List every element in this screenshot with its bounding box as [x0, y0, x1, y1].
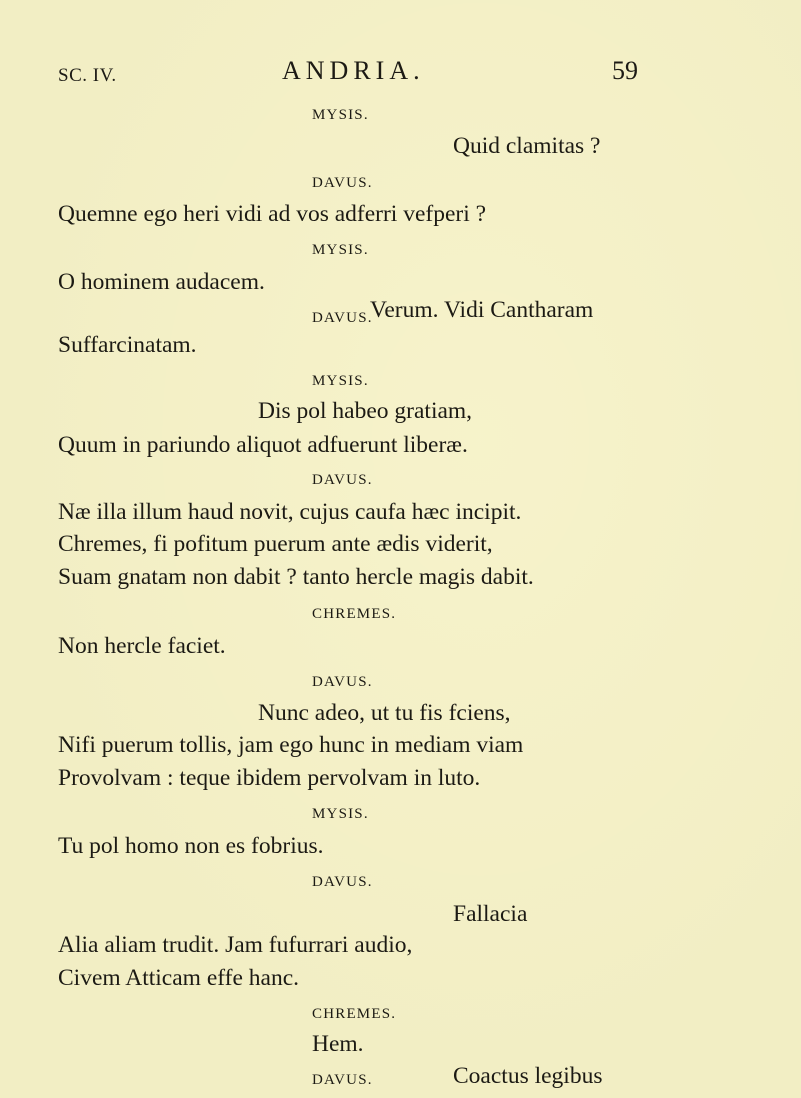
speaker-heading: DAVUS.	[312, 1072, 373, 1088]
speaker-heading: DAVUS.	[312, 310, 373, 326]
speaker-heading: MYSIS.	[312, 242, 369, 258]
verse-line: Nunc adeo, ut tu fis fciens,	[258, 700, 511, 726]
verse-line: Chremes, fi pofitum puerum ante ædis viderit,	[58, 531, 493, 557]
verse-line: Coactus legibus	[453, 1063, 603, 1089]
verse-line: Quid clamitas ?	[453, 133, 601, 159]
verse-line: Næ illa illum haud novit, cujus caufa hæc incipit.	[58, 499, 522, 525]
verse-line: Suam gnatam non dabit ? tanto hercle magis dabit.	[58, 564, 534, 590]
running-head-section: SC. IV.	[58, 65, 117, 86]
speaker-heading: MYSIS.	[312, 806, 369, 822]
speaker-heading: CHREMES.	[312, 606, 397, 622]
verse-line: Nifi puerum tollis, jam ego hunc in mediam viam	[58, 732, 524, 758]
running-head-title: ANDRIA.	[282, 56, 425, 85]
speaker-heading: MYSIS.	[312, 107, 369, 123]
verse-line: Fallacia	[453, 901, 528, 927]
verse-line: Hem.	[312, 1031, 364, 1057]
verse-line: Verum. Vidi Cantharam	[370, 297, 594, 323]
speaker-heading: DAVUS.	[312, 472, 373, 488]
verse-line: Suffarcinatam.	[58, 332, 197, 358]
page-number: 59	[612, 56, 638, 85]
verse-line: Quemne ego heri vidi ad vos adferri vefperi ?	[58, 201, 487, 227]
speaker-heading: DAVUS.	[312, 674, 373, 690]
speaker-heading: DAVUS.	[312, 175, 373, 191]
verse-line: Non hercle faciet.	[58, 633, 226, 659]
speaker-heading: CHREMES.	[312, 1006, 397, 1022]
verse-line: O hominem audacem.	[58, 269, 265, 295]
verse-line: Provolvam : teque ibidem pervolvam in luto.	[58, 765, 481, 791]
speaker-heading: MYSIS.	[312, 373, 369, 389]
verse-line: Tu pol homo non es fobrius.	[58, 833, 324, 859]
verse-line: Dis pol habeo gratiam,	[258, 398, 473, 424]
verse-line: Alia aliam trudit. Jam fufurrari audio,	[58, 932, 413, 958]
verse-line: Quum in pariundo aliquot adfuerunt liberæ.	[58, 432, 468, 458]
speaker-heading: DAVUS.	[312, 874, 373, 890]
verse-line: Civem Atticam effe hanc.	[58, 965, 300, 991]
